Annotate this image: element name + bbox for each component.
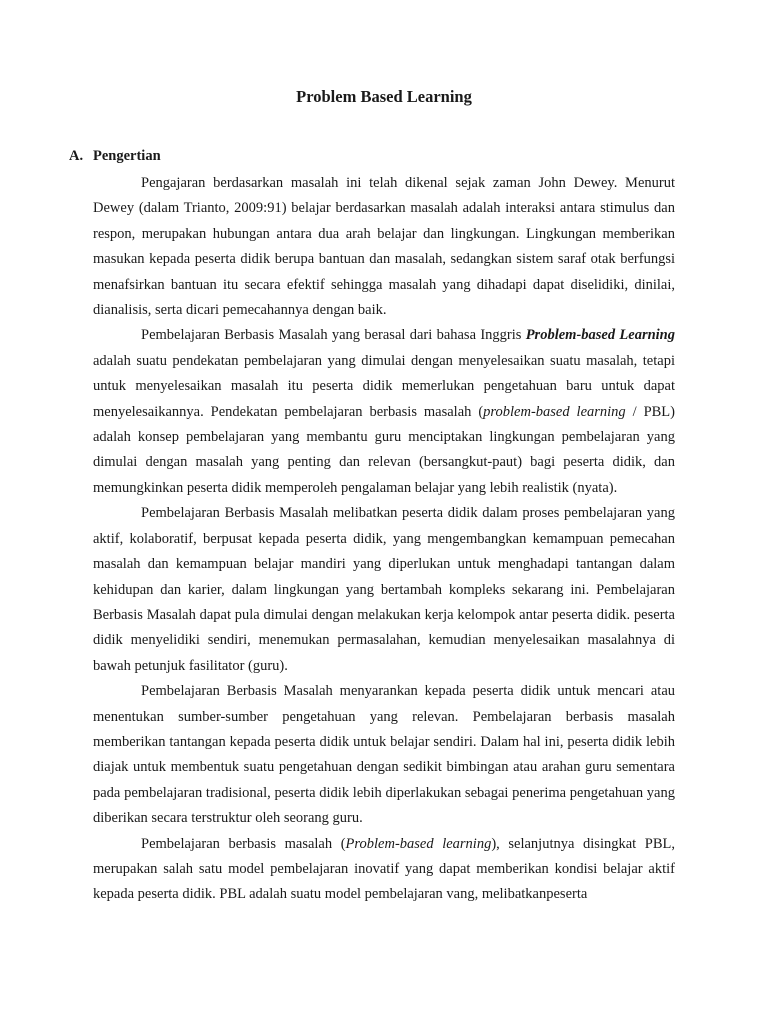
text-segment: adalah suatu pendekatan pembelajaran yang dimulai dengan menyelesaikan suatu masalah, tetapi untuk menyelesaikan masalah itu peserta didik memerlukan pengetahuan baru untuk dapat menyelesaikannya. Pendekatan pembelajaran berbasis masalah (: [93, 352, 675, 420]
text-segment: Pembelajaran Berbasis Masalah menyarankan kepada peserta didik untuk mencari atau menentukan sumber-sumber pengetahuan yang relevan. Pembelajaran berbasis masalah memberikan tantangan kepada peserta didik untuk belajar sendiri. Dalam hal ini, peserta didik lebih diajak untuk membentuk suatu pengetahuan dengan sedikit bimbingan atau arahan guru sementara pada pembelajaran tradisional, peserta didik lebih diperlakukan sebagai penerima pengetahuan yang diberikan secara terstruktur oleh seorang guru.: [93, 683, 675, 827]
paragraph: [93, 171, 675, 323]
text-segment: Problem-based Learning: [525, 327, 675, 344]
paragraph: [93, 679, 675, 831]
section-letter: A.: [69, 148, 84, 164]
paragraph: [93, 323, 675, 501]
text-segment: Pembelajaran Berbasis Masalah yang berasal dari bahasa Inggris: [141, 327, 526, 344]
section-heading: [69, 148, 675, 165]
text-segment: ), selanjutnya disingkat PBL, merupakan salah satu model pembelajaran inovatif yang dapat memberikan kondisi belajar aktif kepada peserta didik. PBL adalah suatu model pembelajaran vang, melibatkanpeserta: [93, 835, 675, 903]
text-segment: Problem-based learning: [345, 835, 492, 852]
document-page: [69, 84, 675, 908]
text-segment: Pengajaran berdasarkan masalah ini telah dikenal sejak zaman John Dewey. Menurut Dewey (dalam Trianto, 2009:91) belajar berdasarkan masalah adalah interaksi antara stimulus dan respon, merupakan hubungan antara dua arah belajar dan lingkungan. Lingkungan memberikan masukan kepada peserta didik berupa bantuan dan masalah, sedangkan sistem saraf otak berfungsi menafsirkan bantuan itu secara efektif sehingga masalah yang dihadapi dapat diselidiki, dinilai, dianalisis, serta dicari pemecahannya dengan baik.: [93, 175, 675, 319]
text-segment: / PBL) adalah konsep pembelajaran yang membantu guru menciptakan lingkungan pembelajaran yang dimulai dengan masalah yang penting dan relevan (bersangkut-paut) bagi peserta didik, dan memungkinkan peserta didik memperoleh pengalaman belajar yang lebih realistik (nyata).: [93, 403, 675, 496]
paragraph: [93, 832, 675, 908]
section-body: [93, 171, 675, 908]
section-title: Pengertian: [93, 148, 161, 164]
text-segment: Pembelajaran berbasis masalah (: [141, 835, 346, 852]
document-title: Problem Based Learning: [296, 87, 472, 106]
text-segment: Pembelajaran Berbasis Masalah melibatkan peserta didik dalam proses pembelajaran yang aktif, kolaboratif, berpusat kepada peserta didik, yang mengembangkan kemampuan pemecahan masalah dan kemampuan belajar mandiri yang diperlukan untuk menghadapi tantangan dalam kehidupan dan karier, dalam lingkungan yang bertambah kompleks sekarang ini. Pembelajaran Berbasis Masalah dapat pula dimulai dengan melakukan kerja kelompok antar peserta didik. peserta didik menyelidiki sendiri, menemukan permasalahan, kemudian menyelesaikan masalahnya di bawah petunjuk fasilitator (guru).: [93, 505, 675, 674]
text-segment: problem-based learning: [483, 403, 626, 420]
paragraph: [93, 501, 675, 679]
